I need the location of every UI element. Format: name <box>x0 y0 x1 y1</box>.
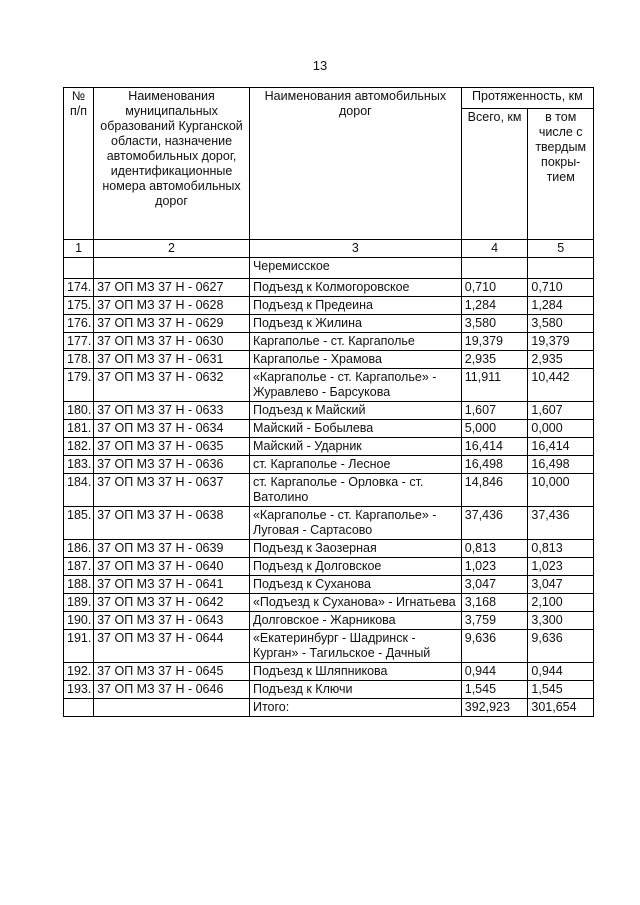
row-number: 189. <box>64 594 94 612</box>
road-hard-length: 1,607 <box>528 402 594 420</box>
table-row <box>64 474 594 507</box>
road-length: 0,710 <box>461 279 528 297</box>
road-id: 37 ОП МЗ 37 Н - 0627 <box>94 279 250 297</box>
road-length: 9,636 <box>461 630 528 663</box>
road-name: Подъезд к Жилина <box>249 315 461 333</box>
road-name: Подъезд к Долговское <box>249 558 461 576</box>
road-hard-length: 3,047 <box>528 576 594 594</box>
table-row <box>64 297 594 315</box>
road-id: 37 ОП МЗ 37 Н - 0632 <box>94 369 250 402</box>
header-number: № п/п <box>64 88 94 240</box>
road-length: 19,379 <box>461 333 528 351</box>
total-hard-length: 301,654 <box>528 699 594 717</box>
row-number: 187. <box>64 558 94 576</box>
row-number: 185. <box>64 507 94 540</box>
row-number: 177. <box>64 333 94 351</box>
road-name: «Подъезд к Суханова» - Игнатьева <box>249 594 461 612</box>
page-number: 13 <box>312 58 328 73</box>
total-length: 392,923 <box>461 699 528 717</box>
column-numbers-row <box>64 240 594 258</box>
column-number: 5 <box>528 240 594 258</box>
road-id: 37 ОП МЗ 37 Н - 0630 <box>94 333 250 351</box>
road-hard-length: 1,545 <box>528 681 594 699</box>
column-number: 2 <box>94 240 250 258</box>
table-row <box>64 612 594 630</box>
road-hard-length: 10,000 <box>528 474 594 507</box>
road-length: 16,498 <box>461 456 528 474</box>
row-number: 191. <box>64 630 94 663</box>
road-name: Майский - Ударник <box>249 438 461 456</box>
road-length: 5,000 <box>461 420 528 438</box>
road-name: Подъезд к Заозерная <box>249 540 461 558</box>
road-name: «Каргаполье - ст. Каргаполье» - Луговая - Сартасово <box>249 507 461 540</box>
row-number: 180. <box>64 402 94 420</box>
row-number: 183. <box>64 456 94 474</box>
row-number: 175. <box>64 297 94 315</box>
road-length: 3,580 <box>461 315 528 333</box>
row-number: 188. <box>64 576 94 594</box>
road-id: 37 ОП МЗ 37 Н - 0643 <box>94 612 250 630</box>
road-hard-length: 16,498 <box>528 456 594 474</box>
road-name: ст. Каргаполье - Лесное <box>249 456 461 474</box>
table-row <box>64 369 594 402</box>
road-id: 37 ОП МЗ 37 Н - 0628 <box>94 297 250 315</box>
road-hard-length: 9,636 <box>528 630 594 663</box>
road-hard-length: 1,023 <box>528 558 594 576</box>
road-name: Каргаполье - Храмова <box>249 351 461 369</box>
table-row <box>64 576 594 594</box>
road-hard-length: 10,442 <box>528 369 594 402</box>
roads-table <box>63 87 594 717</box>
road-name: Долговское - Жарникова <box>249 612 461 630</box>
column-number: 1 <box>64 240 94 258</box>
road-name: Подъезд к Майский <box>249 402 461 420</box>
row-number: 181. <box>64 420 94 438</box>
table-row <box>64 540 594 558</box>
row-number: 176. <box>64 315 94 333</box>
row-number: 186. <box>64 540 94 558</box>
road-length: 3,168 <box>461 594 528 612</box>
header-road-name: Наименования автомобильных дорог <box>249 88 461 240</box>
table-row <box>64 594 594 612</box>
row-number: 179. <box>64 369 94 402</box>
row-number: 182. <box>64 438 94 456</box>
road-name: ст. Каргаполье - Орловка - ст. Ватолино <box>249 474 461 507</box>
table-row <box>64 279 594 297</box>
road-name: «Каргаполье - ст. Каргаполье» - Журавлево - Барсукова <box>249 369 461 402</box>
road-length: 2,935 <box>461 351 528 369</box>
table-row <box>64 558 594 576</box>
road-hard-length: 3,300 <box>528 612 594 630</box>
road-length: 16,414 <box>461 438 528 456</box>
road-hard-length: 0,944 <box>528 663 594 681</box>
road-hard-length: 0,813 <box>528 540 594 558</box>
header-length-group: Протяженность, км <box>461 88 593 109</box>
road-hard-length: 3,580 <box>528 315 594 333</box>
road-id: 37 ОП МЗ 37 Н - 0645 <box>94 663 250 681</box>
table-row <box>64 663 594 681</box>
road-id: 37 ОП МЗ 37 Н - 0629 <box>94 315 250 333</box>
column-number: 3 <box>249 240 461 258</box>
road-length: 3,047 <box>461 576 528 594</box>
road-length: 3,759 <box>461 612 528 630</box>
row-number: 178. <box>64 351 94 369</box>
road-length: 11,911 <box>461 369 528 402</box>
road-name: Подъезд к Шляпникова <box>249 663 461 681</box>
row-number: 192. <box>64 663 94 681</box>
table-row <box>64 315 594 333</box>
road-id: 37 ОП МЗ 37 Н - 0636 <box>94 456 250 474</box>
road-hard-length: 2,100 <box>528 594 594 612</box>
road-length: 1,284 <box>461 297 528 315</box>
section-row <box>64 258 594 279</box>
road-id: 37 ОП МЗ 37 Н - 0637 <box>94 474 250 507</box>
row-number: 174. <box>64 279 94 297</box>
column-number: 4 <box>461 240 528 258</box>
header-municipality: Наименования муниципальных образований Курганской области, назначение автомобильных дорог, идентификационные номера автомобильных дорог <box>94 88 250 240</box>
road-id: 37 ОП МЗ 37 Н - 0635 <box>94 438 250 456</box>
road-id: 37 ОП МЗ 37 Н - 0638 <box>94 507 250 540</box>
road-length: 1,023 <box>461 558 528 576</box>
road-name: Майский - Бобылева <box>249 420 461 438</box>
road-id: 37 ОП МЗ 37 Н - 0633 <box>94 402 250 420</box>
table-row <box>64 402 594 420</box>
road-id: 37 ОП МЗ 37 Н - 0631 <box>94 351 250 369</box>
road-hard-length: 0,000 <box>528 420 594 438</box>
header-length-total: Всего, км <box>461 109 528 240</box>
road-length: 1,545 <box>461 681 528 699</box>
row-number: 190. <box>64 612 94 630</box>
road-name: Подъезд к Суханова <box>249 576 461 594</box>
table-row <box>64 681 594 699</box>
road-id: 37 ОП МЗ 37 Н - 0640 <box>94 558 250 576</box>
road-length: 14,846 <box>461 474 528 507</box>
road-id: 37 ОП МЗ 37 Н - 0646 <box>94 681 250 699</box>
road-hard-length: 2,935 <box>528 351 594 369</box>
road-hard-length: 19,379 <box>528 333 594 351</box>
table-row <box>64 333 594 351</box>
table-row <box>64 351 594 369</box>
table-row <box>64 507 594 540</box>
table-row <box>64 456 594 474</box>
road-name: Подъезд к Колмогоровское <box>249 279 461 297</box>
row-number: 184. <box>64 474 94 507</box>
road-length: 1,607 <box>461 402 528 420</box>
road-id: 37 ОП МЗ 37 Н - 0644 <box>94 630 250 663</box>
road-name: «Екатеринбург - Шадринск - Курган» - Тагильское - Дачный <box>249 630 461 663</box>
table-body <box>64 258 594 699</box>
road-id: 37 ОП МЗ 37 Н - 0634 <box>94 420 250 438</box>
header-length-hard: в том числе с твердым покры-тием <box>528 109 594 240</box>
table-row <box>64 438 594 456</box>
table-row <box>64 630 594 663</box>
road-hard-length: 16,414 <box>528 438 594 456</box>
road-hard-length: 0,710 <box>528 279 594 297</box>
road-name: Подъезд к Ключи <box>249 681 461 699</box>
total-row <box>64 699 594 717</box>
road-name: Подъезд к Предеина <box>249 297 461 315</box>
road-id: 37 ОП МЗ 37 Н - 0639 <box>94 540 250 558</box>
road-hard-length: 37,436 <box>528 507 594 540</box>
road-length: 37,436 <box>461 507 528 540</box>
section-title: Черемисское <box>249 258 461 279</box>
row-number: 193. <box>64 681 94 699</box>
table-row <box>64 420 594 438</box>
road-length: 0,813 <box>461 540 528 558</box>
road-name: Каргаполье - ст. Каргаполье <box>249 333 461 351</box>
road-id: 37 ОП МЗ 37 Н - 0641 <box>94 576 250 594</box>
road-hard-length: 1,284 <box>528 297 594 315</box>
total-label: Итого: <box>249 699 461 717</box>
road-id: 37 ОП МЗ 37 Н - 0642 <box>94 594 250 612</box>
road-length: 0,944 <box>461 663 528 681</box>
